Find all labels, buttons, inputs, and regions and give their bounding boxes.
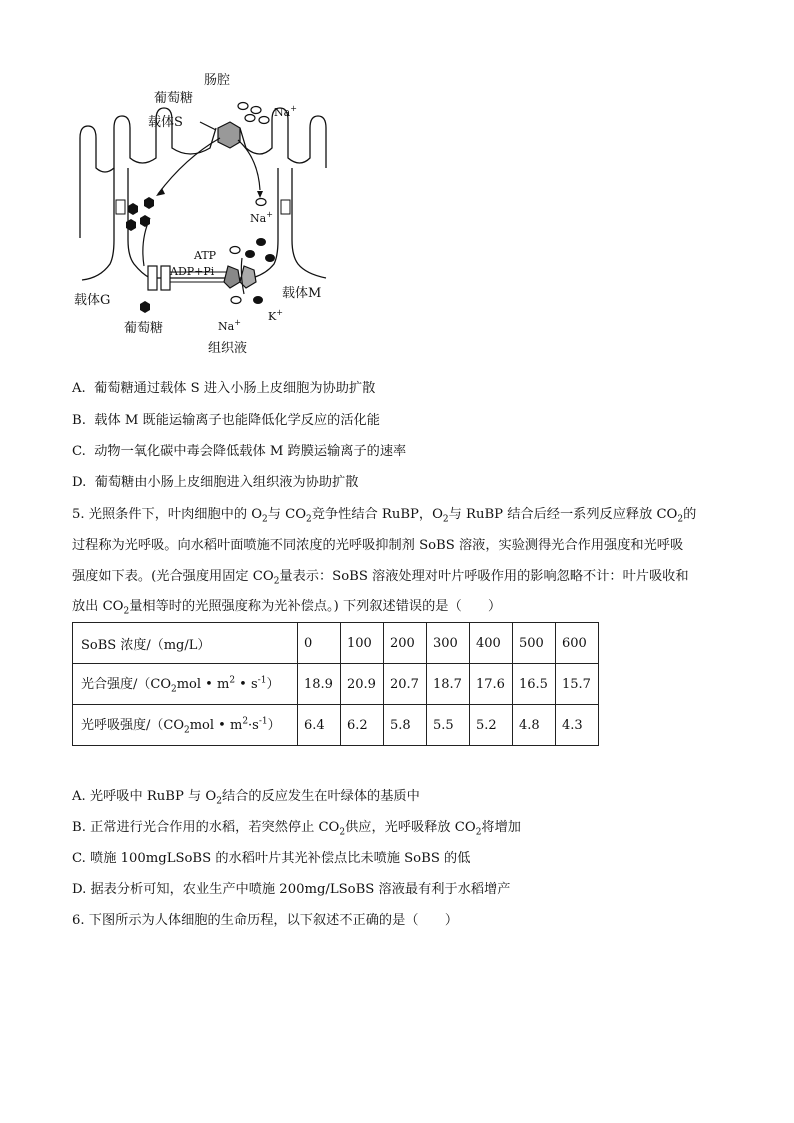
table-row-photosynthesis: [73, 664, 599, 705]
table-row-header: [73, 623, 599, 664]
q4-option-d: D. 葡萄糖由小肠上皮细胞进入组织液为协助扩散: [72, 475, 359, 490]
q5-option-c: C. 喷施 100mgLSoBS 的水稻叶片其光补偿点比未喷施 SoBS 的低: [72, 851, 471, 866]
q5-option-a: A. 光呼吸中 RuBP 与 $O_2$结合的反应发生在叶绿体的基质中: [72, 789, 420, 807]
label-tissue-fluid: 组织液: [208, 341, 248, 356]
q5-stem-line-3: 强度如下表。(光合强度用固定 $CO_2$量表示：SoBS 溶液处理对叶片呼吸作用的影响忽略不计：叶片吸收和: [72, 569, 689, 587]
q5-stem-line-4: 放出 $CO_2$量相等时的光照强度称为光补偿点。) 下列叙述错误的是（ ）: [72, 599, 502, 617]
q5-option-b: B. 正常进行光合作用的水稻，若突然停止 $CO_2$供应，光呼吸释放 $CO_2$将增加: [72, 820, 521, 838]
label-na-bottom: Na+: [218, 318, 241, 333]
q5-option-d: D. 据表分析可知，农业生产中喷施 200mg/LSoBS 溶液最有利于水稻增产: [72, 882, 511, 897]
transport-diagram: [70, 68, 340, 358]
label-atp: ATP: [194, 249, 217, 262]
table-cell: 18.7: [427, 664, 470, 705]
label-adp-pi: ADP+Pi: [170, 265, 215, 278]
junction-left: [116, 200, 125, 214]
q5-stem-line-1: 5. 光照条件下，叶肉细胞中的 $O_2$与 $CO_2$竞争性结合 RuBP，$O_2$与 RuBP 结合后经一系列反应释放 $CO_2$的: [72, 507, 697, 525]
table-cell: 500: [513, 623, 556, 664]
carrier-s: [218, 122, 240, 148]
label-lumen: 肠腔: [204, 73, 231, 88]
label-na-top: Na+: [274, 104, 297, 119]
table-row-label: 光合强度$/(CO_2mol$ • $m^2$ • $s^{-1}$）: [73, 664, 298, 705]
junction-right: [281, 200, 290, 214]
table-cell: 16.5: [513, 664, 556, 705]
label-glucose-bottom: 葡萄糖: [124, 321, 164, 336]
label-carrier-s: 载体S: [148, 115, 183, 130]
table-cell: 300: [427, 623, 470, 664]
label-glucose-top: 葡萄糖: [154, 91, 194, 106]
table-cell: 100: [341, 623, 384, 664]
table-cell: 0: [298, 623, 341, 664]
carrier-m: [224, 266, 256, 288]
table-cell: 5.8: [384, 705, 427, 746]
q4-option-b: B. 载体 M 既能运输离子也能降低化学反应的活化能: [72, 413, 380, 428]
q4-option-a: A. 葡萄糖通过载体 S 进入小肠上皮细胞为协助扩散: [72, 381, 376, 396]
table-cell: 20.7: [384, 664, 427, 705]
table-cell: 4.3: [556, 705, 599, 746]
table-header-label: SoBS 浓度/（mg/L）: [73, 623, 298, 664]
q5-stem-line-2: 过程称为光呼吸。向水稻叶面喷施不同浓度的光呼吸抑制剂 SoBS 溶液，实验测得光合作用强度和光呼吸: [72, 538, 684, 553]
table-cell: 17.6: [470, 664, 513, 705]
table-cell: 6.2: [341, 705, 384, 746]
table-row-label: 光呼吸强度$/(CO_2mol$ • $m^2\cdot s^{-1}$）: [73, 705, 298, 746]
table-cell: 600: [556, 623, 599, 664]
q4-option-c: C. 动物一氧化碳中毒会降低载体 M 跨膜运输离子的速率: [72, 444, 407, 459]
table-cell: 20.9: [341, 664, 384, 705]
label-k: K+: [268, 308, 283, 323]
table-cell: 5.5: [427, 705, 470, 746]
label-carrier-g: 载体G: [74, 293, 111, 308]
table-cell: 400: [470, 623, 513, 664]
table-cell: 4.8: [513, 705, 556, 746]
table-cell: 5.2: [470, 705, 513, 746]
table-cell: 200: [384, 623, 427, 664]
table-cell: 18.9: [298, 664, 341, 705]
label-carrier-m: 载体M: [282, 286, 322, 301]
table-cell: 6.4: [298, 705, 341, 746]
q6-stem: 6. 下图所示为人体细胞的生命历程，以下叙述不正确的是（ ）: [72, 913, 459, 928]
table-cell: 15.7: [556, 664, 599, 705]
table-row-photorespiration: [73, 705, 599, 746]
label-na-mid: Na+: [250, 210, 273, 225]
sobs-data-table: [72, 622, 599, 746]
